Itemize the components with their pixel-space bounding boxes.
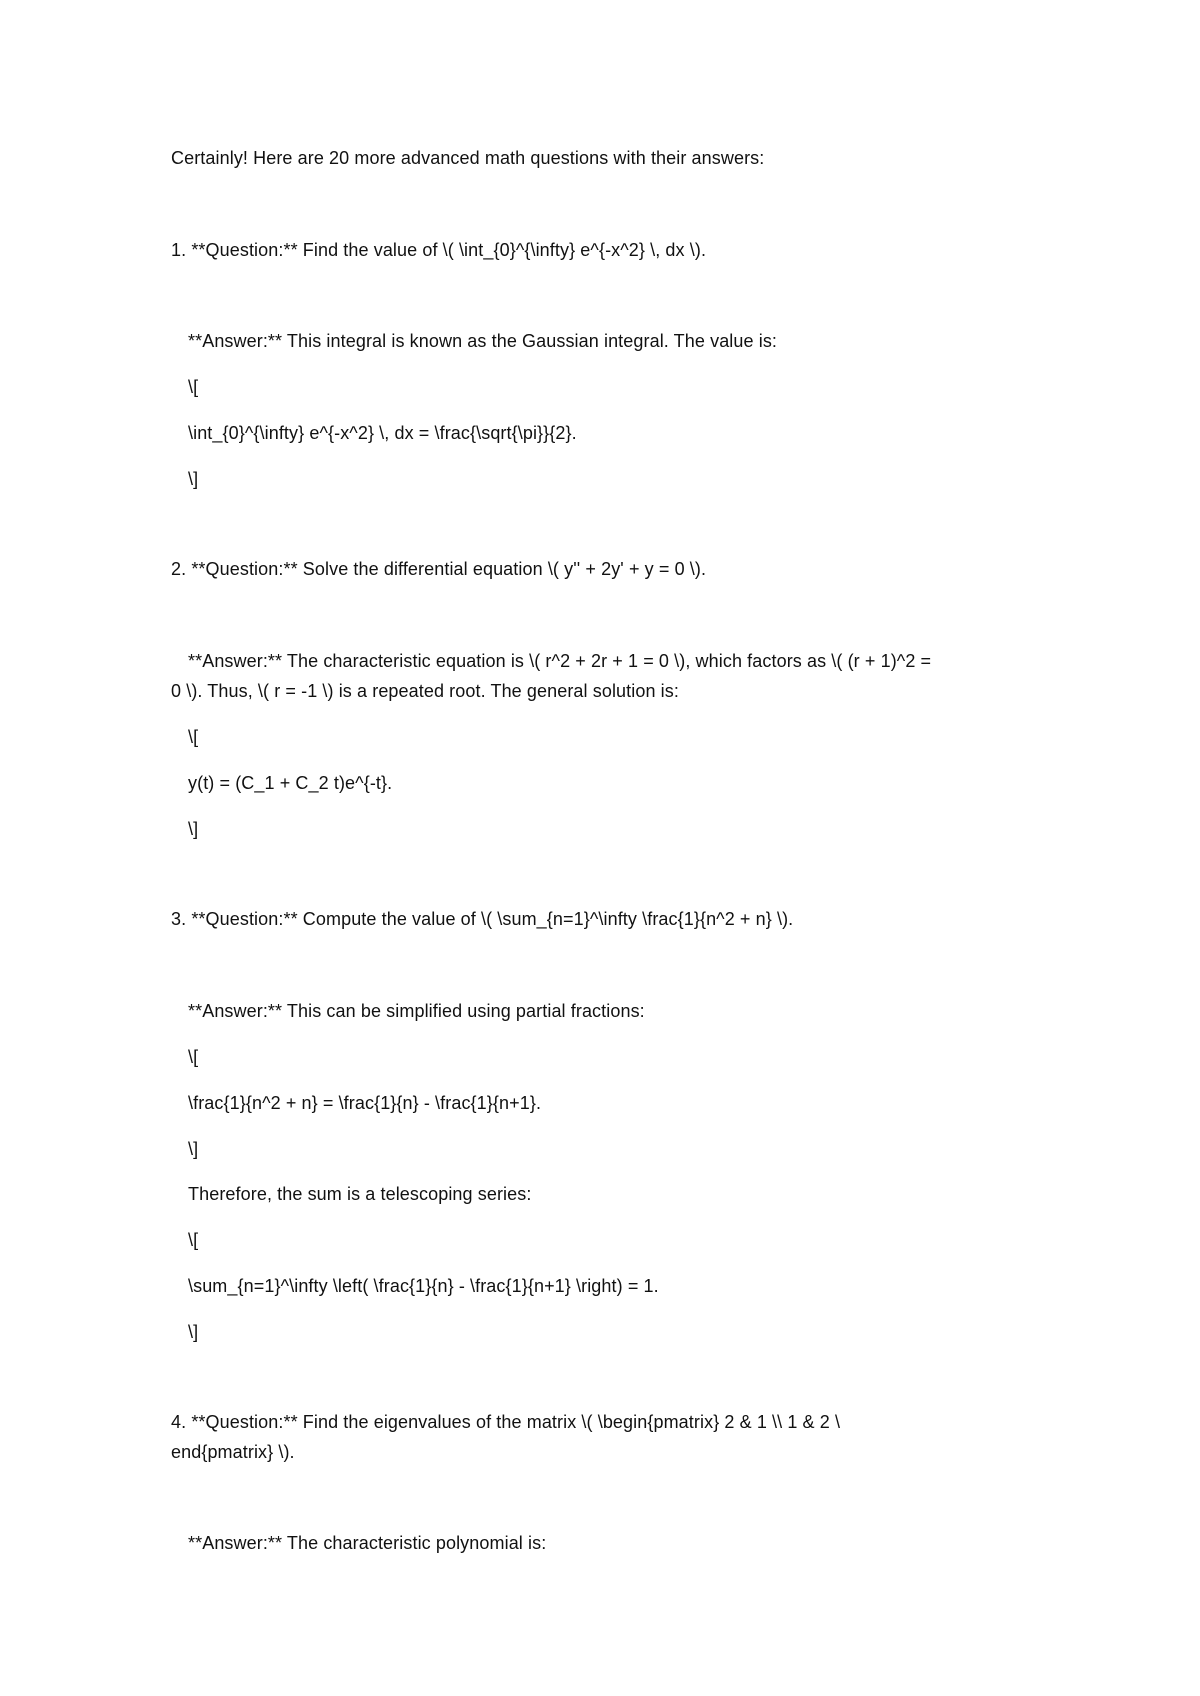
math-close-3a: \] (188, 1139, 199, 1159)
answer-4: **Answer:** The characteristic polynomial is: (188, 1533, 547, 1553)
math-3a: \frac{1}{n^2 + n} = \frac{1}{n} - \frac{1}{n+1}. (188, 1093, 542, 1113)
answer-2-line2: 0 \). Thus, \( r = -1 \) is a repeated root. The general solution is: (171, 681, 679, 701)
math-close-1: \] (188, 469, 199, 489)
question-2: 2. **Question:** Solve the differential equation \( y'' + 2y' + y = 0 \). (171, 559, 707, 579)
answer-2-line1: **Answer:** The characteristic equation is \( r^2 + 2r + 1 = 0 \), which factors as \( (r + 1)^2 = (188, 651, 932, 671)
math-2: y(t) = (C_1 + C_2 t)e^{-t}. (188, 773, 393, 793)
therefore-text: Therefore, the sum is a telescoping series: (188, 1184, 532, 1204)
math-close-2: \] (188, 819, 199, 839)
math-3b: \sum_{n=1}^\infty \left( \frac{1}{n} - \frac{1}{n+1} \right) = 1. (188, 1276, 659, 1296)
math-1: \int_{0}^{\infty} e^{-x^2} \, dx = \frac{\sqrt{\pi}}{2}. (188, 423, 577, 443)
math-open-3b: \[ (188, 1230, 199, 1250)
question-4-line2: end{pmatrix} \). (171, 1442, 295, 1462)
question-3: 3. **Question:** Compute the value of \( \sum_{n=1}^\infty \frac{1}{n^2 + n} \). (171, 909, 794, 929)
math-open-3a: \[ (188, 1047, 199, 1067)
intro-text: Certainly! Here are 20 more advanced math questions with their answers: (171, 148, 765, 168)
answer-1: **Answer:** This integral is known as the Gaussian integral. The value is: (188, 331, 778, 351)
math-open-1: \[ (188, 377, 199, 397)
math-close-3b: \] (188, 1322, 199, 1342)
question-1: 1. **Question:** Find the value of \( \int_{0}^{\infty} e^{-x^2} \, dx \). (171, 240, 707, 260)
answer-3: **Answer:** This can be simplified using partial fractions: (188, 1001, 645, 1021)
question-4-line1: 4. **Question:** Find the eigenvalues of the matrix \( \begin{pmatrix} 2 & 1 \\ 1 & 2 \ (171, 1412, 841, 1432)
math-open-2: \[ (188, 727, 199, 747)
